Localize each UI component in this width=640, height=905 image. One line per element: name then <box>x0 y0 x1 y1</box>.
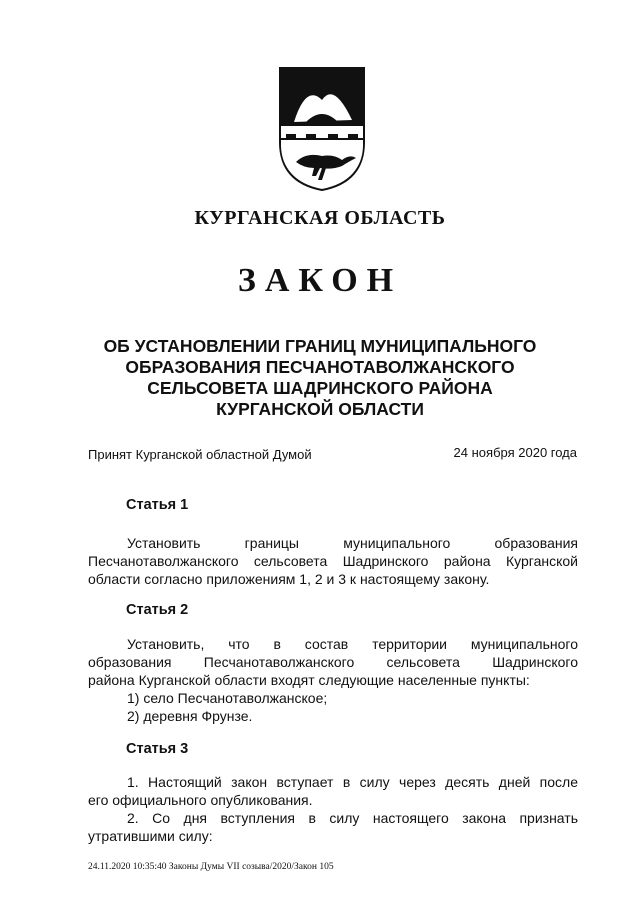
text-line: 1. Настоящий закон вступает в силу через десять дней после <box>127 774 578 790</box>
text-line: Песчанотаволжанского сельсовета Шадринского района Курганской <box>88 553 578 569</box>
coat-of-arms-emblem <box>276 64 368 194</box>
text-line: его официального опубликования. <box>88 792 313 808</box>
law-title <box>60 336 580 420</box>
title-line: ОБРАЗОВАНИЯ ПЕСЧАНОТАВОЛЖАНСКОГО <box>125 357 515 377</box>
article-3-text <box>88 773 578 845</box>
text-line: 2. Со дня вступления в силу настоящего закона признать <box>127 810 578 826</box>
article-3-heading: Статья 3 <box>126 741 189 757</box>
title-line: КУРГАНСКОЙ ОБЛАСТИ <box>216 399 424 419</box>
list-item: 1) село Песчанотаволжанское; <box>127 690 328 706</box>
title-line: СЕЛЬСОВЕТА ШАДРИНСКОГО РАЙОНА <box>147 378 493 398</box>
text-line: области согласно приложениям 1, 2 и 3 к настоящему закону. <box>88 571 490 587</box>
region-name: КУРГАНСКАЯ ОБЛАСТЬ <box>194 207 446 229</box>
article-1-heading: Статья 1 <box>126 497 189 513</box>
article-2-heading: Статья 2 <box>126 602 189 618</box>
adoption-date: 24 ноября 2020 года <box>453 445 577 460</box>
document-footer: 24.11.2020 10:35:40 Законы Думы VII созыва/2020/Закон 105 <box>88 862 334 872</box>
text-line: Установить границы муниципального образования <box>127 535 578 551</box>
text-line: образования Песчанотаволжанского сельсовета Шадринского <box>88 654 578 670</box>
adopted-by: Принят Курганской областной Думой <box>88 447 312 462</box>
article-1-text <box>88 534 578 588</box>
text-line: района Курганской области входят следующие населенные пункты: <box>88 672 530 688</box>
text-line: утратившими силу: <box>88 828 213 844</box>
title-line: ОБ УСТАНОВЛЕНИИ ГРАНИЦ МУНИЦИПАЛЬНОГО <box>103 336 537 356</box>
article-2-text <box>88 635 578 725</box>
list-item: 2) деревня Фрунзе. <box>127 708 253 724</box>
text-line: Установить, что в состав территории муниципального <box>127 636 578 652</box>
document-type: ЗАКОН <box>237 262 403 299</box>
